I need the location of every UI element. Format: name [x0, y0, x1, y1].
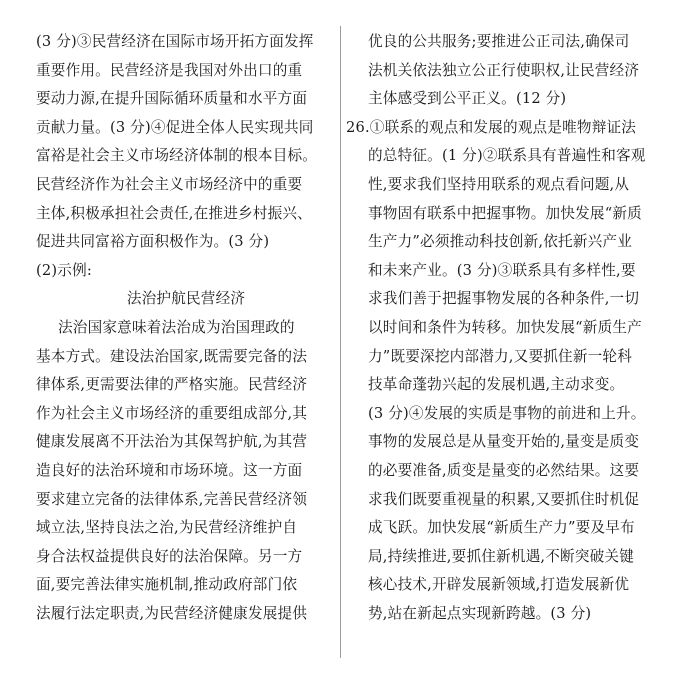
text-line: 事物固有联系中把握事物。加快发展“新质	[368, 204, 642, 222]
text-line: 事物的发展总是从量变开始的,量变是质变	[368, 433, 640, 451]
text-line: 民营经济作为社会主义市场经济中的重要	[36, 175, 303, 193]
text-line: 性,要求我们坚持用联系的观点看问题,从	[368, 175, 630, 193]
sub-question-label: (2)示例:	[36, 261, 92, 279]
text-line: 贡献力量。(3 分)④促进全体人民实现共同	[36, 118, 314, 136]
text-line: 要动力源,在提升国际循环质量和水平方面	[36, 90, 308, 108]
text-line: 法治国家意味着法治成为治国理政的	[58, 318, 295, 336]
text-line: 法机关依法独立公正行使职权,让民营经济	[368, 61, 640, 79]
text-line: 律体系,更需要法律的严格实施。民营经济	[36, 376, 308, 394]
text-line: 要求建立完备的法律体系,完善民营经济领	[36, 490, 308, 508]
text-line: 健康发展离不开法治为其保驾护航,为其营	[36, 433, 308, 451]
text-line: 域立法,坚持良法之治,为民营经济维护自	[36, 519, 298, 537]
text-line: (3 分)④发展的实质是事物的前进和上升。	[368, 404, 646, 422]
text-line: 的必要准备,质变是量变的必然结果。这要	[368, 461, 640, 479]
text-line: 的总特征。(1 分)②联系具有普遍性和客观	[368, 147, 646, 165]
column-divider	[340, 26, 341, 658]
left-column	[36, 28, 336, 628]
text-line: 求我们善于把握事物发展的各种条件,一切	[368, 290, 640, 308]
text-line: 基本方式。建设法治国家,既需要完备的法	[36, 347, 308, 365]
text-line: 以时间和条件为转移。加快发展“新质生产	[368, 318, 642, 336]
text-line: 法履行法定职责,为民营经济健康发展提供	[36, 604, 308, 622]
text-line: 身合法权益提供良好的法治保障。另一方	[36, 547, 303, 565]
text-line: 局,持续推进,要抓住新机遇,不断突破关键	[368, 547, 635, 565]
text-line: 势,站在新起点实现新跨越。(3 分)	[368, 604, 592, 622]
text-line: (3 分)③民营经济在国际市场开拓方面发挥	[36, 33, 314, 50]
text-line: 成飞跃。加快发展“新质生产力”要及早布	[368, 519, 635, 537]
text-line: 和未来产业。(3 分)③联系具有多样性,要	[368, 261, 636, 279]
text-line: 核心技术,开辟发展新领域,打造发展新优	[368, 576, 630, 594]
text-line: 求我们既要重视量的积累,又要抓住时机促	[368, 490, 640, 508]
text-line: 主体,积极承担社会责任,在推进乡村振兴、	[36, 204, 312, 222]
text-line: 造良好的法治环境和市场环境。这一方面	[36, 461, 303, 479]
text-line: 促进共同富裕方面积极作为。(3 分)	[36, 233, 270, 251]
essay-title: 法治护航民营经济	[126, 290, 246, 308]
text-line: 力”既要深挖内部潜力,又要抓住新一轮科	[368, 347, 632, 365]
text-line: 技革命蓬勃兴起的发展机遇,主动求变。	[368, 376, 625, 394]
text-line: 重要作用。民营经济是我国对外出口的重	[36, 61, 303, 79]
right-column	[346, 28, 668, 628]
text-line: 主体感受到公平正义。(12 分)	[368, 90, 567, 108]
text-line: 生产力”必须推动科技创新,依托新兴产业	[368, 233, 632, 251]
text-line: 面,要完善法律实施机制,推动政府部门依	[36, 576, 298, 594]
text-line: 优良的公共服务;要推进公正司法,确保司	[368, 33, 630, 50]
text-line: 富裕是社会主义市场经济体制的根本目标。	[36, 147, 318, 165]
question-26-start: 26.①联系的观点和发展的观点是唯物辩证法	[346, 118, 637, 136]
text-line: 作为社会主义市场经济的重要组成部分,其	[36, 404, 308, 422]
